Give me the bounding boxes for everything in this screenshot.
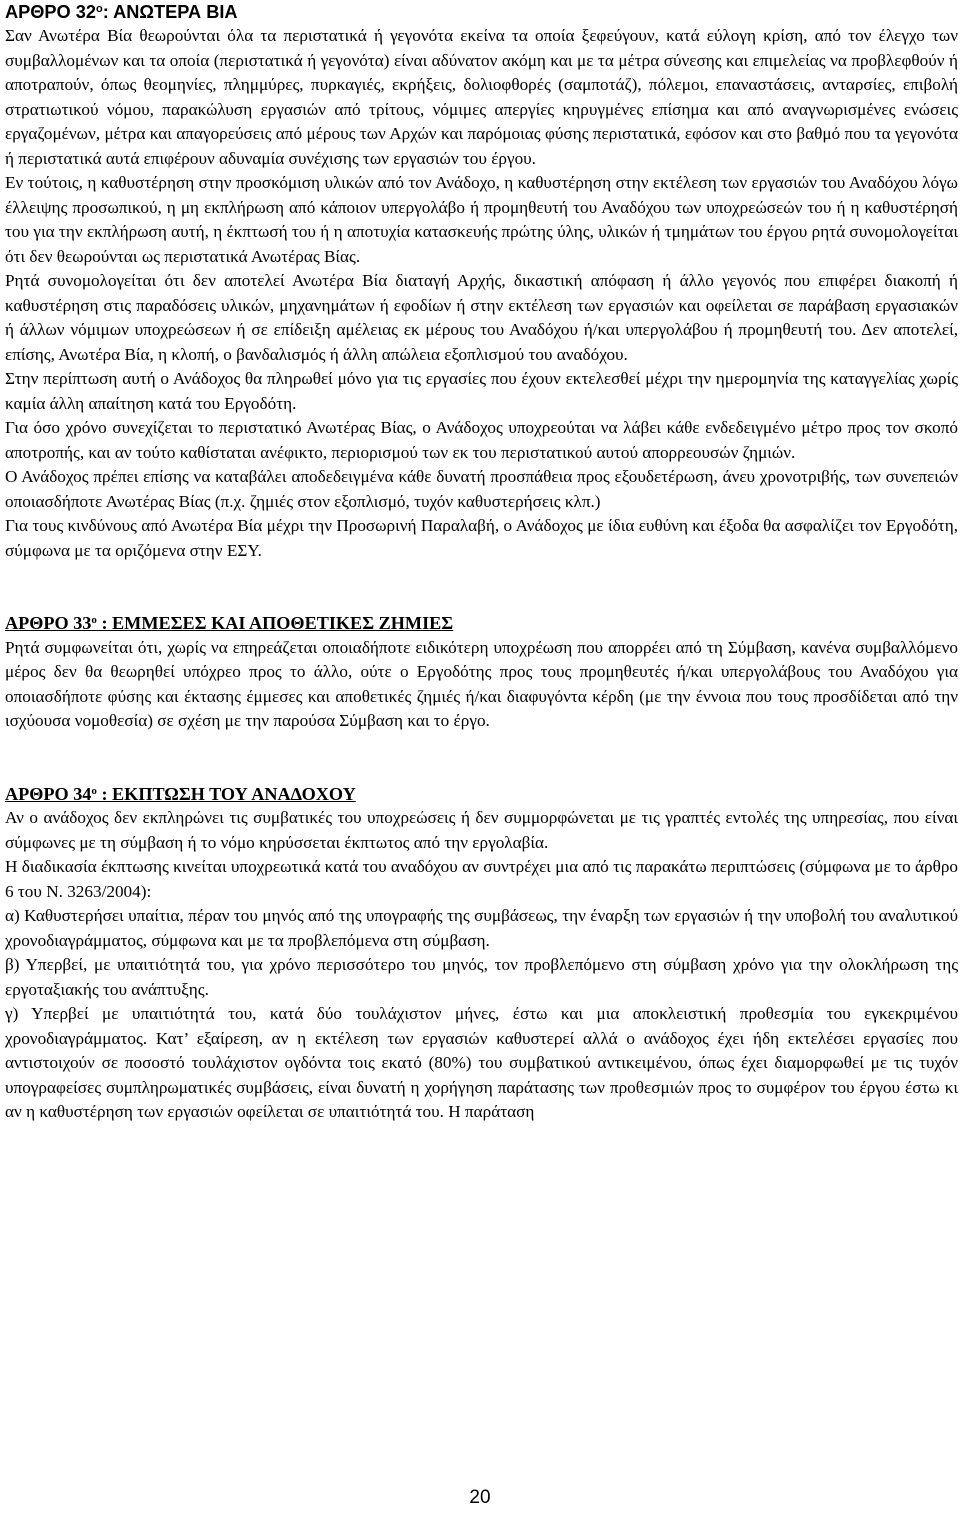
article-34-paragraph: Η διαδικασία έκπτωσης κινείται υποχρεωτικά κατά του αναδόχου αν συντρέχει μια από τις παρακάτω περιπτώσεις (σύμφωνα με το άρθρο 6 του Ν. 3263/2004): [5,857,958,901]
article-33-number: ΑΡΘΡΟ 33 [5,613,92,633]
article-32-title: : ΑΝΩΤΕΡΑ ΒΙΑ [102,2,238,22]
article-32-paragraph: Ο Ανάδοχος πρέπει επίσης να καταβάλει αποδεδειγμένα κάθε δυνατή προσπάθεια προς εξουδετέρωση, άνευ χρονοτριβής, των συνεπειών οποιασδήποτε Ανωτέρας Βίας (π.χ. ζημιές στον εξοπλισμό, τυχόν καθυστερήσεις κλπ.) [5,467,958,511]
article-32-paragraph: Για όσο χρόνο συνεχίζεται το περιστατικό Ανωτέρας Βίας, ο Ανάδοχος υποχρεούται να λάβει κάθε ενδεδειγμένο μέτρο προς τον σκοπό αποτροπής, και αν τούτο καθίσταται ανέφικτο, περιορισμού των εκ του περιστατικού αυτού απορρεουσών ζημιών. [5,418,958,462]
article-34-paragraph: α) Καθυστερήσει υπαίτια, πέραν του μηνός από της υπογραφής της συμβάσεως, την έναρξη των εργασιών ή την υποβολή του αναλυτικού χρονοδιαγράμματος, σύμφωνα και με τα προβλεπόμενα στη σύμβαση. [5,906,958,950]
article-32-paragraph: Ρητά συνομολογείται ότι δεν αποτελεί Ανωτέρα Βία διαταγή Αρχής, δικαστική απόφαση ή άλλο γεγονός που επιφέρει διακοπή ή καθυστέρηση στις παραδόσεις υλικών, μηχανημάτων ή εφοδίων ή στην εκτέλεση των εργασιών και οφείλεται σε παράβαση εργασιακών ή άλλων νόμιμων υποχρεώσεων ή σε επίδειξη αμέλειας εκ μέρους του Αναδόχου ή/και υπεργολάβου ή προμηθευτή του. Δεν αποτελεί, επίσης, Ανωτέρα Βία, η κλοπή, ο βανδαλισμός ή άλλη απώλεια εξοπλισμού του αναδόχου. [5,271,958,364]
section-spacer [5,563,958,611]
article-34-title: : ΕΚΠΤΩΣΗ ΤΟΥ ΑΝΑΔΟΧΟΥ [96,783,356,804]
article-34-number: ΑΡΘΡΟ 34 [5,783,92,804]
article-34-heading [5,782,958,807]
article-32-paragraph: Εν τούτοις, η καθυστέρηση στην προσκόμιση υλικών από τον Ανάδοχο, η καθυστέρηση στην εκτέλεση των εργασιών του Αναδόχου λόγω έλλειψης προσωπικού, η μη εκπλήρωση από κάποιον υπεργολάβο ή προμηθευτή του Αναδόχου των υποχρεώσεών του ή η καθυστέρησή του για την εκπλήρωση αυτή, η έκπτωσή του ή η αποτυχία κατασκευής πρώτης ύλης, υλικών ή τμημάτων του έργου ρητά συνομολογείται ότι δεν θεωρούνται ως περιστατικά Ανωτέρας Βίας. [5,173,958,266]
article-34-paragraph: Αν ο ανάδοχος δεν εκπληρώνει τις συμβατικές του υποχρεώσεις ή δεν συμμορφώνεται με τις γραπτές εντολές της υπηρεσίας, που είναι σύμφωνες με τη σύμβαση ή το νόμο κηρύσσεται έκπτωτος από την εργολαβία. [5,808,958,852]
document-page [5,0,958,1125]
article-32-ordinal: ο [95,3,103,15]
section-spacer [5,734,958,782]
article-32-paragraph: Σαν Ανωτέρα Βία θεωρούνται όλα τα περιστατικά ή γεγονότα εκείνα τα οποία ξεφεύγουν, κατά εύλογη κρίση, από τον έλεγχο των συμβαλλομένων και τα οποία (περιστατικά ή γεγονότα) είναι αδύνατον ακόμη και με τα μέτρα σύνεσης και επιμελείας να προβλεφθούν ή αποτραπούν, όπως θεομηνίες, πλημμύρες, πυρκαγιές, εκρήξεις, δολιοφθορές (σαμποτάζ), πόλεμοι, επαναστάσεις, ανταρσίες, επιβολή στρατιωτικού νόμου, παρακώλυση εργασιών από τρίτους, νόμιμες απεργίες κηρυγμένες επίσημα και από αναγνωρισμένες ενώσεις εργαζομένων, μέτρα και απαγορεύσεις από μέρους των Αρχών και παρόμοιας φύσης περιστατικά, εφόσον και στο βαθμό που τα γεγονότα ή περιστατικά αυτά επιφέρουν αδυναμία συνέχισης των εργασιών του έργου. [5,26,958,168]
article-32-heading [5,0,958,24]
page-number: 20 [469,1487,491,1508]
article-34-paragraph: γ) Υπερβεί με υπαιτιότητά του, κατά δύο τουλάχιστον μήνες, έστω και μια αποκλειστική προθεσμία του εγκεκριμένου χρονοδιαγράμματος. Κατ’ εξαίρεση, αν η εκτέλεση των εργασιών καθυστερεί αλλά ο ανάδοχος έχει ήδη εκτελέσει εργασίες που αντιστοιχούν σε ποσοστό τουλάχιστον ογδόντα τοις εκατό (80%) του συμβατικού αντικειμένου, όπως έχει διαμορφωθεί με τις τυχόν υπογραφείσες συμπληρωματικές συμβάσεις, είναι δυνατή η χορήγηση παράτασης των προθεσμιών προς το συμφέρον του έργου έστω κι αν η καθυστέρηση των εργασιών οφείλεται σε υπαιτιότητά του. Η παράταση [5,1004,958,1121]
article-33-paragraph: Ρητά συμφωνείται ότι, χωρίς να επηρεάζεται οποιαδήποτε ειδικότερη υποχρέωση που απορρέει από τη Σύμβαση, κανένα συμβαλλόμενο μέρος δεν θα θεωρηθεί υπόχρεο προς το άλλο, ούτε ο Εργοδότης προς τους προμηθευτές ή/και υπεργολάβους του Αναδόχου για οποιασδήποτε φύσης και έκτασης έμμεσες και αποθετικές ζημιές ή/και διαφυγόντα κέρδη (με την έννοια που τους προσδίδεται από την ισχύουσα νομοθεσία) σε σχέση με την παρούσα Σύμβαση και το έργο. [5,637,958,730]
article-32-paragraph: Για τους κινδύνους από Ανωτέρα Βία μέχρι την Προσωρινή Παραλαβή, ο Ανάδοχος με ίδια ευθύνη και έξοδα θα ασφαλίζει τον Εργοδότη, σύμφωνα με τα οριζόμενα στην ΕΣΥ. [5,516,958,560]
article-32-number: ΑΡΘΡΟ 32 [5,2,96,22]
article-33-title: : ΕΜΜΕΣΕΣ ΚΑΙ ΑΠΟΘΕΤΙΚΕΣ ΖΗΜΙΕΣ [96,613,454,633]
article-32-paragraph: Στην περίπτωση αυτή ο Ανάδοχος θα πληρωθεί μόνο για τις εργασίες που έχουν εκτελεσθεί μέχρι την ημερομηνία της καταγγελίας χωρίς καμία άλλη απαίτηση κατά του Εργοδότη. [5,369,958,413]
article-34-ordinal: ο [91,784,97,797]
article-34-paragraph: β) Υπερβεί, με υπαιτιότητά του, για χρόνο περισσότερο του μηνός, τον προβλεπόμενο στη σύμβαση χρόνο για την ολοκλήρωση της εργοταξιακής του ανάπτυξης. [5,955,958,999]
article-33-ordinal: ο [91,614,97,626]
article-33-heading [5,611,958,636]
